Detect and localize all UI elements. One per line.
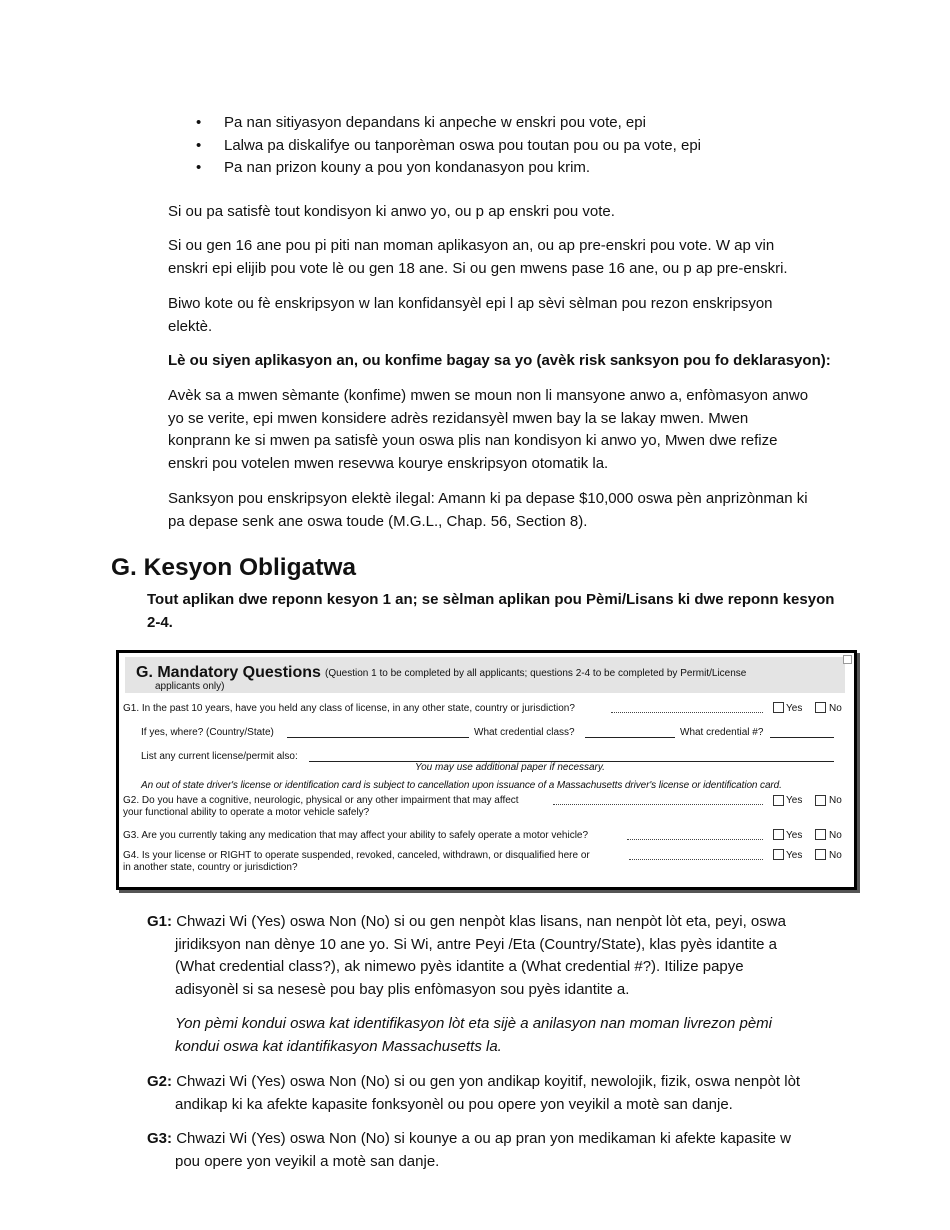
list-item-text: Lalwa pa diskalifye ou tanporèman oswa pou toutan pou ou pa vote, epi bbox=[224, 136, 701, 154]
definition-g3 bbox=[147, 1128, 827, 1173]
subheading-line: 2-4. bbox=[147, 613, 173, 631]
g4-yes-checkbox[interactable] bbox=[773, 849, 784, 860]
g3-no-checkbox[interactable] bbox=[815, 829, 826, 840]
form-header-bar bbox=[125, 657, 845, 693]
paragraph bbox=[168, 235, 840, 280]
paragraph-line: Avèk sa a mwen sèmante (konfime) mwen se moun non li mansyone anwo a, enfòmasyon anwo bbox=[168, 387, 809, 404]
list-item bbox=[192, 135, 872, 158]
list-item bbox=[192, 112, 872, 135]
definition-line bbox=[147, 1071, 827, 1094]
definition-line: adisyonèl si sa nesesè pou bay plis enfòmasyon sou pyès idantite a. bbox=[175, 980, 630, 998]
form-subtitle: (Question 1 to be completed by all applicants; questions 2-4 to be completed by Permit/License bbox=[325, 668, 747, 679]
credential-number-field[interactable] bbox=[770, 727, 834, 738]
section-heading: G. Kesyon Obligatwa bbox=[111, 554, 357, 581]
definition-text: Chwazi Wi (Yes) oswa Non (No) si ou gen yon andikap koyitif, newolojik, fizik, oswa nenpòt lòt bbox=[176, 1073, 801, 1090]
g4-no-checkbox[interactable] bbox=[815, 849, 826, 860]
paragraph-line: Sanksyon pou enskripsyon elektè ilegal: Amann ki pa depase $10,000 oswa pèn anprizònman ki bbox=[168, 490, 808, 507]
g3-yes-checkbox[interactable] bbox=[773, 829, 784, 840]
yes-label: Yes bbox=[786, 795, 803, 806]
definition-line bbox=[147, 911, 827, 934]
additional-paper-note: You may use additional paper if necessary. bbox=[415, 762, 605, 773]
if-yes-label: If yes, where? (Country/State) bbox=[141, 727, 274, 738]
paragraph-line: elektè. bbox=[168, 317, 213, 335]
list-license-field[interactable] bbox=[309, 751, 834, 762]
paragraph-line: Biwo kote ou fè enskripsyon w lan konfidansyèl epi l ap sèvi sèlman pou rezon enskripsyon bbox=[168, 295, 773, 312]
credential-class-label: What credential class? bbox=[474, 727, 575, 738]
yes-label: Yes bbox=[786, 830, 803, 841]
leader-dots bbox=[553, 796, 763, 805]
paragraph-line: Si ou pa satisfè tout kondisyon ki anwo yo, ou p ap enskri pou vote. bbox=[168, 203, 615, 220]
bullet-dot: • bbox=[196, 114, 202, 131]
paragraph-line: konprann ke si mwen pa satisfè youn oswa plis nan kondisyon ki anwo yo, Mwen dwe refize bbox=[168, 432, 778, 449]
definition-line: pou opere yon veyikil a motè san danje. bbox=[175, 1152, 440, 1170]
definition-text: Chwazi Wi (Yes) oswa Non (No) si kounye a ou ap pran yon medikaman ki afekte kapasite w bbox=[176, 1130, 791, 1147]
g1-yes-checkbox[interactable] bbox=[773, 702, 784, 713]
no-label: No bbox=[829, 850, 842, 861]
mandatory-questions-form bbox=[116, 650, 857, 890]
definition-label: G2: bbox=[147, 1073, 173, 1090]
definition-g1 bbox=[147, 911, 827, 1001]
definition-g2 bbox=[147, 1071, 827, 1116]
list-item bbox=[192, 157, 872, 180]
yes-label: Yes bbox=[786, 703, 803, 714]
bullet-dot: • bbox=[196, 136, 202, 154]
yes-label: Yes bbox=[786, 850, 803, 861]
no-label: No bbox=[829, 830, 842, 841]
definition-line bbox=[147, 1128, 827, 1151]
bullet-dot: • bbox=[196, 159, 202, 176]
definition-line: jiridiksyon nan dènye 10 ane yo. Si Wi, antre Peyi /Eta (Country/State), klas pyès idantite a bbox=[175, 935, 777, 953]
question-g4: G4. Is your license or RIGHT to operate suspended, revoked, canceled, withdrawn, or disqualified here or bbox=[123, 850, 590, 861]
leader-dots bbox=[629, 851, 763, 860]
list-item-text: Pa nan prizon kouny a pou yon kondanasyon pou krim. bbox=[224, 159, 591, 176]
paragraph bbox=[168, 488, 840, 533]
question-g3: G3. Are you currently taking any medication that may affect your ability to safely operate a motor vehicle? bbox=[123, 830, 589, 841]
section-subheading bbox=[147, 589, 837, 634]
paragraph-line: yo se verite, epi mwen konsidere adrès rezidansyèl mwen bay la se lakay mwen. Mwen bbox=[168, 409, 749, 427]
paragraph bbox=[168, 385, 840, 475]
list-item-text: Pa nan sitiyasyon depandans ki anpeche w enskri pou vote, epi bbox=[224, 114, 646, 131]
definition-line: andikap ki ka afekte kapasite fonksyonèl ou pou opere yon veyikil a motè san danje. bbox=[175, 1095, 733, 1113]
paragraph-line: enskri pou votelen mwen resevwa kourye enskripsyon otomatik la. bbox=[168, 454, 609, 472]
paragraph bbox=[168, 201, 840, 224]
form-subtitle: applicants only) bbox=[155, 681, 225, 692]
g2-yes-checkbox[interactable] bbox=[773, 795, 784, 806]
paragraph bbox=[168, 293, 840, 338]
list-license-label: List any current license/permit also: bbox=[141, 751, 298, 762]
definition-text: Chwazi Wi (Yes) oswa Non (No) si ou gen nenpòt klas lisans, nan nenpòt lòt eta, peyi, oswa bbox=[176, 913, 786, 930]
leader-dots bbox=[627, 831, 763, 840]
note-line: kondui oswa kat idantifikasyon Massachusetts la. bbox=[175, 1037, 502, 1055]
country-state-field[interactable] bbox=[287, 727, 469, 738]
definition-label: G1: bbox=[147, 913, 173, 930]
form-title: G. Mandatory Questions bbox=[136, 664, 321, 681]
credential-class-field[interactable] bbox=[585, 727, 675, 738]
out-of-state-note: An out of state driver's license or identification card is subject to cancellation upon issuance of a Massachusetts driver's license or identification card. bbox=[141, 780, 782, 791]
no-label: No bbox=[829, 703, 842, 714]
no-label: No bbox=[829, 795, 842, 806]
leader-dots bbox=[611, 704, 763, 713]
paragraph-line: pa depase senk ane oswa toude (M.G.L., Chap. 56, Section 8). bbox=[168, 512, 588, 530]
definition-label: G3: bbox=[147, 1130, 173, 1147]
question-g2: G2. Do you have a cognitive, neurologic, physical or any other impairment that may affect bbox=[123, 795, 519, 806]
bullet-list bbox=[192, 112, 872, 180]
g2-no-checkbox[interactable] bbox=[815, 795, 826, 806]
paragraph-line: Lè ou siyen aplikasyon an, ou konfime bagay sa yo (avèk risk sanksyon pou fo deklarasyon): bbox=[168, 352, 831, 369]
definition-line: (What credential class?), ak nimewo pyès idantite a (What credential #?). Itilize papye bbox=[175, 958, 744, 975]
credential-number-label: What credential #? bbox=[680, 727, 764, 738]
definition-note bbox=[175, 1013, 825, 1058]
g1-no-checkbox[interactable] bbox=[815, 702, 826, 713]
subheading-line: Tout aplikan dwe reponn kesyon 1 an; se sèlman aplikan pou Pèmi/Lisans ki dwe reponn kesyon bbox=[147, 591, 835, 608]
corner-mark bbox=[843, 655, 852, 664]
paragraph-bold bbox=[168, 350, 840, 373]
note-line: Yon pèmi kondui oswa kat identifikasyon lòt eta sijè a anilasyon nan moman livrezon pèmi bbox=[175, 1015, 772, 1032]
question-g2-cont: your functional ability to operate a motor vehicle safely? bbox=[123, 807, 370, 818]
paragraph-line: enskri epi elijib pou vote lè ou gen 18 ane. Si ou gen mwens pase 16 ane, ou p ap pre-enskri. bbox=[168, 259, 788, 277]
question-g1: G1. In the past 10 years, have you held any class of license, in any other state, country or jurisdiction? bbox=[123, 703, 575, 714]
paragraph-line: Si ou gen 16 ane pou pi piti nan moman aplikasyon an, ou ap pre-enskri pou vote. W ap vin bbox=[168, 237, 775, 254]
question-g4-cont: in another state, country or jurisdiction? bbox=[123, 862, 298, 873]
